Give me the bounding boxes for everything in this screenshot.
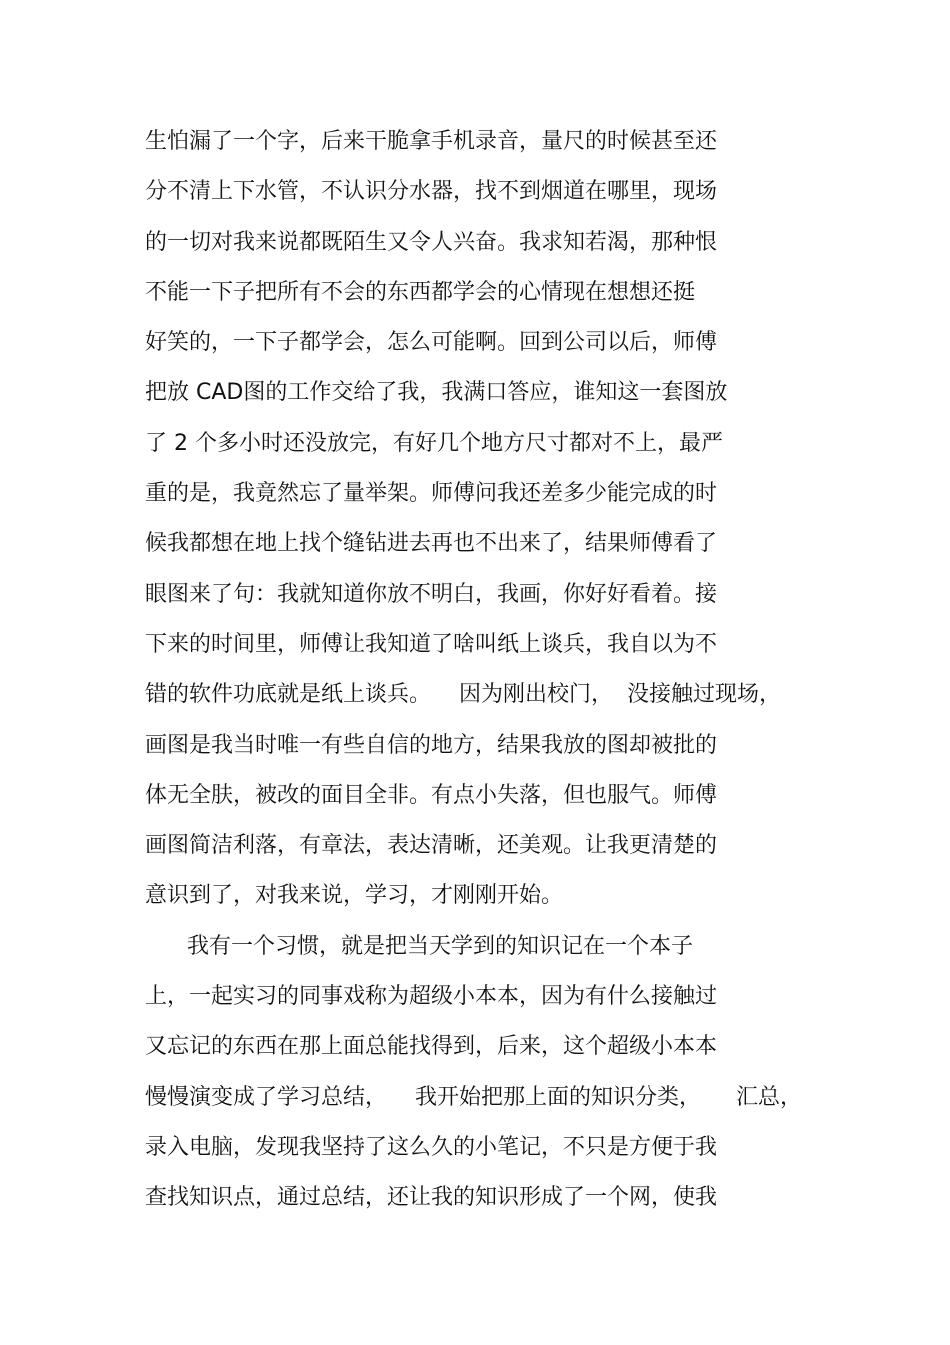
- text-line: 体无全肤，被改的面目全非。有点小失落，但也服气。师傅: [145, 782, 718, 808]
- text-line: 下来的时间里，师傅让我知道了啥叫纸上谈兵，我自以为不: [145, 631, 718, 657]
- text-line: 画图是我当时唯一有些自信的地方，结果我放的图却被批的: [145, 732, 718, 758]
- text-line: 不能一下子把所有不会的东西都学会的心情现在想想还挺: [145, 279, 696, 305]
- paragraph-first-line: 我有一个习惯，就是把当天学到的知识记在一个本子: [145, 933, 693, 959]
- text-line: 画图简洁利落，有章法，表达清晰，还美观。让我更清楚的: [145, 833, 718, 859]
- text-line: 生怕漏了一个字，后来干脆拿手机录音，量尺的时候甚至还: [145, 129, 718, 154]
- text-line: 又忘记的东西在那上面总能找得到，后来，这个超级小本本: [145, 1034, 718, 1060]
- text-line: 好笑的，一下子都学会，怎么可能啊。回到公司以后，师傅: [145, 330, 718, 356]
- text-line: 上，一起实习的同事戏称为超级小本本，因为有什么接触过: [145, 984, 718, 1010]
- text-line: 错的软件功底就是纸上谈兵。 因为刚出校门， 没接触过现场，: [145, 682, 781, 708]
- text-line: 意识到了，对我来说，学习，才刚刚开始。: [145, 883, 564, 909]
- text-line: 慢慢演变成了学习总结， 我开始把那上面的知识分类， 汇总，: [145, 1084, 802, 1110]
- text-line: 的一切对我来说都既陌生又令人兴奋。我求知若渴，那种恨: [145, 229, 718, 255]
- text-line: 把放 CAD图的工作交给了我，我满口答应，谁知这一套图放: [145, 380, 728, 406]
- text-line: 重的是，我竟然忘了量举架。师傅问我还差多少能完成的时: [145, 481, 718, 507]
- text-line: 分不清上下水管，不认识分水器，找不到烟道在哪里，现场: [145, 179, 718, 205]
- body-text: [145, 122, 845, 1229]
- text-line: 录入电脑，发现我坚持了这么久的小笔记，不只是方便于我: [145, 1134, 718, 1160]
- text-line: 候我都想在地上找个缝钻进去再也不出来了，结果师傅看了: [145, 531, 718, 557]
- text-line: 了 2 个多小时还没放完，有好几个地方尺寸都对不上，最严: [145, 430, 723, 456]
- text-line: 查找知识点，通过总结，还让我的知识形成了一个网，使我: [145, 1185, 718, 1211]
- text-line: 眼图来了句：我就知道你放不明白，我画，你好好看着。接: [145, 581, 718, 607]
